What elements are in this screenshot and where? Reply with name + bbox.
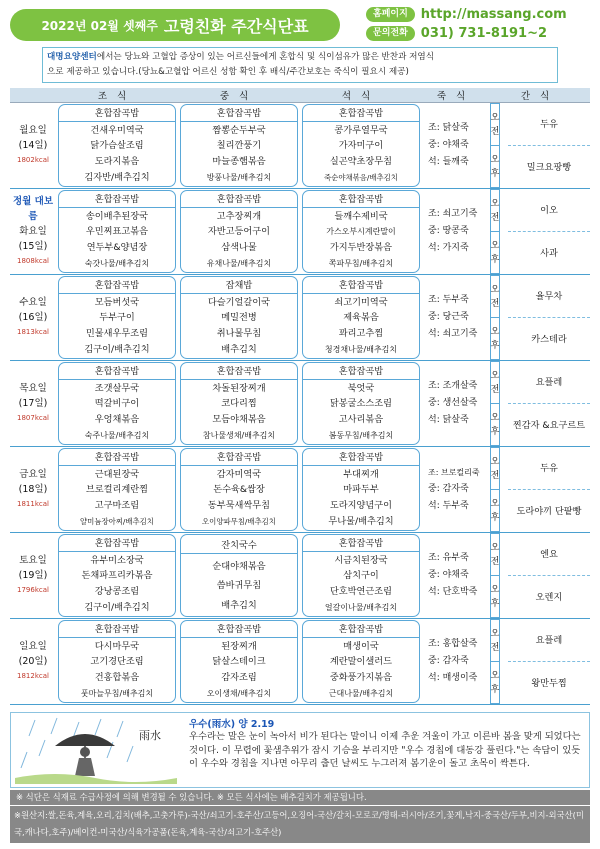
menu-item: 혼합잡곡밥 (59, 622, 175, 638)
snack-pm-label: 오후 (490, 575, 500, 618)
breakfast-menu (58, 190, 176, 273)
day-row (10, 189, 590, 275)
col-porridge: 죽식 (422, 88, 490, 103)
day-cell (10, 275, 56, 361)
menu-item: 오이생채/배추김치 (206, 688, 272, 698)
menu-item: 마늘종햄볶음 (212, 156, 266, 168)
day-kcal: 1808kcal (17, 257, 49, 265)
menu-item: 봄동무침/배추김치 (328, 430, 394, 440)
menu-item: 무나물/배추김치 (328, 515, 394, 527)
snack-pm: 왕만두찜 (531, 677, 567, 689)
snack-values (508, 103, 590, 188)
snack-values (508, 533, 590, 618)
dinner-cell (300, 361, 422, 447)
snack-pm-label: 오후 (490, 661, 500, 704)
col-lunch: 중식 (178, 88, 300, 103)
dinner-menu (302, 362, 420, 445)
menu-item: 닭가슴살조림 (90, 140, 144, 152)
menu-item: 건새우미역국 (90, 124, 144, 136)
day-kcal: 1802kcal (17, 156, 49, 164)
breakfast-cell (56, 619, 178, 705)
day-date: (20일) (18, 656, 48, 667)
menu-item: 혼합잡곡밥 (181, 622, 297, 638)
menu-item: 부대찌개 (343, 468, 379, 480)
col-day (10, 88, 56, 103)
snack-cell (490, 189, 590, 275)
menu-item: 돈채파프리카볶음 (81, 570, 153, 582)
lunch-cell (178, 533, 300, 619)
snack-labels (490, 275, 508, 360)
snack-labels (490, 103, 508, 188)
snack-values (508, 189, 590, 274)
dinner-cell (300, 447, 422, 533)
snack-pm: 사과 (540, 247, 558, 259)
snack-am-label: 오전 (490, 619, 500, 661)
phone-label: 문의전화 (366, 26, 415, 41)
day-row (10, 361, 590, 447)
porridge-item: 석: 닭살죽 (428, 415, 469, 425)
menu-item: 혼합잡곡밥 (181, 364, 297, 380)
day-row (10, 275, 590, 361)
snack-pm-label: 오후 (490, 489, 500, 532)
menu-item: 민물새우무조림 (85, 328, 149, 340)
menu-item: 마파두부 (343, 484, 379, 496)
phone-number: 031) 731-8191~2 (420, 25, 548, 41)
day-kcal: 1813kcal (17, 328, 49, 336)
snack-box (490, 103, 590, 188)
snack-box (490, 361, 590, 446)
lunch-menu (180, 276, 298, 359)
lunch-menu (180, 362, 298, 445)
menu-item: 김구이/배추김치 (84, 343, 150, 355)
menu-item: 우민찌표고볶음 (85, 226, 149, 238)
menu-item: 오이양파무침/배추김치 (202, 516, 276, 526)
day-cell (10, 189, 56, 275)
menu-item: 고구마조림 (94, 500, 140, 512)
snack-pm: 도라야끼 단팥빵 (516, 505, 582, 517)
menu-item: 브로컬리계란찜 (85, 484, 149, 496)
porridge-item: 중: 생선살죽 (428, 398, 478, 408)
menu-item: 떡갈비구이 (94, 398, 140, 410)
menu-item: 메밀전병 (221, 312, 257, 324)
menu-item: 코다리찜 (221, 398, 257, 410)
menu-item: 가자미구이 (338, 140, 384, 152)
menu-item: 혼합잡곡밥 (303, 536, 419, 552)
menu-item: 유부미소장국 (90, 554, 144, 566)
homepage-link[interactable]: http://massang.com (420, 6, 567, 22)
menu-item: 혼합잡곡밥 (303, 364, 419, 380)
menu-item: 모듬야채볶음 (212, 414, 266, 426)
menu-item: 혼합잡곡밥 (181, 450, 297, 466)
porridge-item: 석: 들깨죽 (428, 157, 469, 167)
menu-item: 닭봉굴소스조림 (329, 398, 393, 410)
snack-am: 율무차 (508, 275, 590, 318)
menu-item: 연두부&양념장 (86, 242, 148, 254)
menu-item: 꽈리고추찜 (338, 328, 384, 340)
menu-item: 계란말이샐러드 (329, 656, 393, 668)
notice-text-1: 에서는 당뇨와 고혈압 증상이 있는 어르신들에게 혼합식 및 식이섬유가 많은 반찬과 저염식 (96, 52, 435, 62)
snack-am: 이오 (508, 189, 590, 232)
menu-item: 가지두반장볶음 (329, 242, 393, 254)
menu-item: 순대야채볶음 (212, 560, 266, 572)
breakfast-menu (58, 276, 176, 359)
porridge-item: 석: 매생이죽 (428, 673, 478, 683)
menu-item: 죽순야채볶음/배추김치 (324, 172, 398, 182)
lunch-cell (178, 275, 300, 361)
menu-item: 동부묵새싹무침 (207, 500, 271, 512)
lunch-menu (180, 534, 298, 617)
season-title-row (189, 716, 274, 730)
menu-item: 돈수육&쌈장 (213, 484, 265, 496)
menu-item: 숙주나물/배추김치 (84, 430, 150, 440)
snack-cell (490, 275, 590, 361)
snack-values (508, 275, 590, 360)
menu-item: 씀바귀무침 (216, 580, 262, 592)
menu-item: 쇠고기미역국 (334, 296, 388, 308)
snack-am: 요플레 (508, 361, 590, 404)
menu-item: 혼합잡곡밥 (181, 192, 297, 208)
day-row (10, 533, 590, 619)
porridge-cell (422, 533, 490, 619)
porridge-cell (422, 189, 490, 275)
snack-cell (490, 361, 590, 447)
porridge-item: 조: 유부죽 (428, 553, 469, 563)
snack-labels (490, 447, 508, 532)
season-art-label: 雨水 (139, 729, 161, 742)
table-header (10, 88, 590, 103)
menu-item: 김자반/배추김치 (84, 171, 150, 183)
menu-item: 혼합잡곡밥 (59, 192, 175, 208)
porridge-item: 석: 두부죽 (428, 501, 469, 511)
snack-box (490, 533, 590, 618)
porridge-item: 중: 야채죽 (428, 140, 469, 150)
menu-item: 쪽파무침/배추김치 (328, 258, 394, 268)
menu-item: 잔치국수 (181, 538, 297, 554)
season-date: 양 2.19 (238, 719, 275, 730)
lunch-cell (178, 189, 300, 275)
day-date: (16일) (18, 312, 48, 323)
menu-item: 혼합잡곡밥 (303, 622, 419, 638)
snack-values (508, 619, 590, 704)
holiday-label: 정월 대보름 (12, 196, 53, 222)
lunch-menu (180, 190, 298, 273)
snack-am: 두유 (508, 447, 590, 490)
menu-item: 고사리볶음 (338, 414, 384, 426)
day-date: (18일) (18, 484, 48, 495)
day-cell (10, 103, 56, 189)
snack-am: 엔요 (508, 533, 590, 576)
dinner-cell (300, 103, 422, 189)
breakfast-cell (56, 103, 178, 189)
snack-box (490, 189, 590, 274)
snack-labels (490, 619, 508, 704)
dinner-menu (302, 104, 420, 187)
season-box (10, 712, 590, 788)
day-name: 목요일 (19, 383, 47, 394)
snack-values (508, 361, 590, 446)
day-name: 화요일 (19, 226, 47, 237)
day-kcal: 1807kcal (17, 414, 49, 422)
porridge-item: 조: 두부죽 (428, 295, 469, 305)
org-name: 대명요양센터 (47, 52, 97, 62)
snack-am-label: 오전 (490, 533, 500, 575)
menu-item: 혼합잡곡밥 (59, 536, 175, 552)
menu-item: 칠리깐풍기 (216, 140, 262, 152)
snack-box (490, 619, 590, 704)
breakfast-cell (56, 447, 178, 533)
day-date: (17일) (18, 398, 48, 409)
porridge-cell (422, 361, 490, 447)
menu-item: 우엉채볶음 (94, 414, 140, 426)
menu-item: 조갯살무국 (94, 382, 140, 394)
footer-note-2: ※원산지:쌀,돈육,계육,오리,김치(배추,고춧가루)-국산/쇠고기-호주산/고등어,오징어-국산/갈치-모로코/명태-러시아/조기,꽃게,낙지-중국산/두부,비지-외국산(미국,캐나다,호주)/베이컨-미국산/식육가공품(돈육,계육-국산/쇠고기-호주산) (10, 806, 590, 843)
homepage-row (366, 6, 567, 22)
porridge-item: 석: 쇠고기죽 (428, 329, 478, 339)
menu-item: 두부구이 (99, 312, 135, 324)
menu-item: 자반고등어구이 (207, 226, 271, 238)
menu-item: 시금치된장국 (334, 554, 388, 566)
col-snack: 간식 (490, 88, 590, 103)
lunch-cell (178, 361, 300, 447)
snack-pm: 카스테라 (531, 333, 567, 345)
snack-labels (490, 189, 508, 274)
menu-item: 혼합잡곡밥 (59, 278, 175, 294)
day-date: (19일) (18, 570, 48, 581)
menu-item: 고추장찌개 (216, 210, 262, 222)
footer-note-1: ※ 식단은 식재료 수급사정에 의해 변경될 수 있습니다. ※ 모든 식사에는 배추김치가 제공됩니다. (10, 790, 590, 805)
porridge-item: 중: 땅콩죽 (428, 226, 469, 236)
snack-values (508, 447, 590, 532)
dinner-menu (302, 534, 420, 617)
title-bar (10, 9, 340, 41)
breakfast-menu (58, 534, 176, 617)
menu-item: 매생이국 (343, 640, 379, 652)
page-title: 고령친화 주간식단표 (163, 16, 309, 36)
menu-item: 혼합잡곡밥 (303, 450, 419, 466)
menu-item: 혼합잡곡밥 (303, 192, 419, 208)
lunch-cell (178, 447, 300, 533)
lunch-cell (178, 103, 300, 189)
dinner-menu (302, 620, 420, 703)
day-kcal: 1811kcal (17, 500, 49, 508)
day-cell (10, 619, 56, 705)
menu-item: 들깨수제비국 (334, 210, 388, 222)
dinner-menu (302, 276, 420, 359)
snack-box (490, 447, 590, 532)
menu-item: 혼합잡곡밥 (303, 278, 419, 294)
menu-item: 근대된장국 (94, 468, 140, 480)
menu-item: 고기경단조림 (90, 656, 144, 668)
snack-am: 두유 (508, 103, 590, 146)
menu-item: 모듬버섯국 (94, 296, 140, 308)
day-row (10, 447, 590, 533)
day-name: 수요일 (19, 297, 47, 308)
homepage-label: 홈페이지 (366, 7, 415, 22)
menu-item: 다시마무국 (94, 640, 140, 652)
snack-am-label: 오전 (490, 447, 500, 489)
menu-item: 혼합잡곡밥 (59, 106, 175, 122)
snack-box (490, 275, 590, 360)
menu-item: 김구이/배추김치 (84, 601, 150, 613)
menu-item: 건홍합볶음 (94, 672, 140, 684)
dinner-cell (300, 619, 422, 705)
breakfast-menu (58, 448, 176, 531)
col-dinner: 석식 (300, 88, 422, 103)
snack-am-label: 오전 (490, 189, 500, 231)
menu-item: 얄미늄장아찌/배추김치 (80, 516, 154, 526)
menu-item: 중화풍가지볶음 (329, 672, 393, 684)
snack-am-label: 오전 (490, 103, 500, 145)
menu-item: 실곤약초장무침 (329, 156, 393, 168)
notice-box (42, 47, 558, 83)
porridge-item: 중: 야채죽 (428, 570, 469, 580)
lunch-cell (178, 619, 300, 705)
menu-item: 콩가루열무국 (334, 124, 388, 136)
day-cell (10, 533, 56, 619)
menu-item: 단호박연근조림 (329, 586, 393, 598)
day-row (10, 103, 590, 189)
menu-item: 감자조림 (221, 672, 257, 684)
lunch-menu (180, 448, 298, 531)
day-date: (15일) (18, 241, 48, 252)
porridge-item: 중: 감자죽 (428, 656, 469, 666)
dinner-cell (300, 533, 422, 619)
snack-labels (490, 533, 508, 618)
lunch-menu (180, 104, 298, 187)
porridge-item: 조: 쇠고기죽 (428, 209, 478, 219)
menu-item: 제육볶음 (343, 312, 379, 324)
porridge-cell (422, 103, 490, 189)
menu-item: 혼합잡곡밥 (181, 106, 297, 122)
porridge-item: 조: 브로컬리죽 (428, 468, 480, 477)
menu-item: 혼합잡곡밥 (303, 106, 419, 122)
breakfast-menu (58, 620, 176, 703)
snack-am-label: 오전 (490, 361, 500, 403)
col-breakfast: 조식 (56, 88, 178, 103)
dinner-cell (300, 189, 422, 275)
menu-item: 강낭콩조림 (94, 586, 140, 598)
porridge-cell (422, 619, 490, 705)
day-cell (10, 447, 56, 533)
menu-item: 숙갓나물/배추김치 (84, 258, 150, 268)
menu-item: 혼합잡곡밥 (59, 450, 175, 466)
porridge-cell (422, 275, 490, 361)
menu-item: 배추김치 (221, 599, 257, 611)
menu-item: 삼색나물 (221, 242, 257, 254)
menu-item: 풋마늘무침/배추김치 (80, 688, 154, 698)
menu-item: 북엇국 (347, 382, 375, 394)
menu-item: 유채나물/배추김치 (206, 258, 272, 268)
menu-item: 가스오부시계란말이 (326, 227, 396, 237)
menu-item: 도라지볶음 (94, 156, 140, 168)
menu-item: 삼치구이 (343, 570, 379, 582)
menu-item: 얼갈이나물/배추김치 (324, 602, 398, 612)
menu-item: 청경채나물/배추김치 (324, 344, 398, 354)
snack-pm: 오렌지 (535, 591, 563, 603)
menu-item: 근대나물/배추김치 (328, 688, 394, 698)
year-month: 2022년 02월 셋째주 (41, 18, 158, 33)
notice-text-2: 으로 제공하고 있습니다.(당뇨&고혈압 어르신 성함 확인 후 배식/주간보호는 죽식이 필요시 제공) (47, 67, 409, 77)
porridge-item: 석: 단호박죽 (428, 587, 478, 597)
day-name: 토요일 (19, 555, 47, 566)
day-cell (10, 361, 56, 447)
porridge-item: 조: 닭살죽 (428, 123, 469, 133)
day-row (10, 619, 590, 705)
menu-item: 된장찌개 (221, 640, 257, 652)
menu-item: 혼합잡곡밥 (59, 364, 175, 380)
day-name: 일요일 (19, 641, 47, 652)
breakfast-cell (56, 533, 178, 619)
day-date: (14일) (18, 140, 48, 151)
dinner-cell (300, 275, 422, 361)
breakfast-cell (56, 361, 178, 447)
menu-item: 차돌된장찌개 (212, 382, 266, 394)
dinner-menu (302, 448, 420, 531)
snack-pm-label: 오후 (490, 145, 500, 188)
menu-item: 송이배추된장국 (85, 210, 149, 222)
breakfast-cell (56, 189, 178, 275)
porridge-item: 조: 조개살죽 (428, 381, 478, 391)
menu-item: 참나물생채/배추김치 (202, 430, 276, 440)
snack-am-label: 오전 (490, 275, 500, 317)
porridge-item: 중: 당근죽 (428, 312, 469, 322)
menu-item: 배추김치 (221, 343, 257, 355)
snack-cell (490, 533, 590, 619)
snack-cell (490, 619, 590, 705)
day-kcal: 1796kcal (17, 586, 49, 594)
day-name: 월요일 (19, 125, 47, 136)
phone-row (366, 25, 547, 41)
snack-labels (490, 361, 508, 446)
menu-item: 다슬기얼갈이국 (207, 296, 271, 308)
dinner-menu (302, 190, 420, 273)
season-text: 우수라는 말은 눈이 녹아서 비가 된다는 말이니 이제 추운 겨울이 가고 이른바 봄을 맞게 되었다는 것이다. 이 무렵에 꽃샘추위가 잠시 기승을 부리지만 "우수 경칩에 대동강 풀린다."는 속담이 있듯이 우수와 경칩을 지나면 아무리 춥던 날씨도 누그러져 봄기운이 돌고 초목이 싹튼다. (189, 731, 581, 769)
breakfast-cell (56, 275, 178, 361)
menu-item: 감자미역국 (216, 468, 262, 480)
season-title: 우수(雨水) (189, 719, 236, 730)
breakfast-menu (58, 362, 176, 445)
header (10, 6, 590, 42)
snack-pm: 밀크요팡빵 (526, 161, 572, 173)
menu-item: 짬뽕순두부국 (212, 124, 266, 136)
menu-item: 닭살스테이크 (212, 656, 266, 668)
porridge-item: 중: 감자죽 (428, 484, 469, 494)
lunch-menu (180, 620, 298, 703)
porridge-cell (422, 447, 490, 533)
snack-pm: 찐감자 &요구르트 (512, 419, 586, 431)
menu-item: 취나물무침 (216, 328, 262, 340)
menu-item: 잡채밥 (181, 278, 297, 294)
day-kcal: 1812kcal (17, 672, 49, 680)
snack-pm-label: 오후 (490, 317, 500, 360)
menu-table (10, 88, 590, 705)
porridge-item: 조: 홍합살죽 (428, 639, 478, 649)
menu-item: 방풍나물/배추김치 (206, 172, 272, 182)
porridge-item: 석: 가지죽 (428, 243, 469, 253)
snack-cell (490, 447, 590, 533)
day-name: 금요일 (19, 469, 47, 480)
snack-cell (490, 103, 590, 189)
breakfast-menu (58, 104, 176, 187)
snack-pm-label: 오후 (490, 403, 500, 446)
menu-item: 도라지양념구이 (329, 500, 393, 512)
snack-am: 요플레 (508, 619, 590, 662)
snack-pm-label: 오후 (490, 231, 500, 274)
